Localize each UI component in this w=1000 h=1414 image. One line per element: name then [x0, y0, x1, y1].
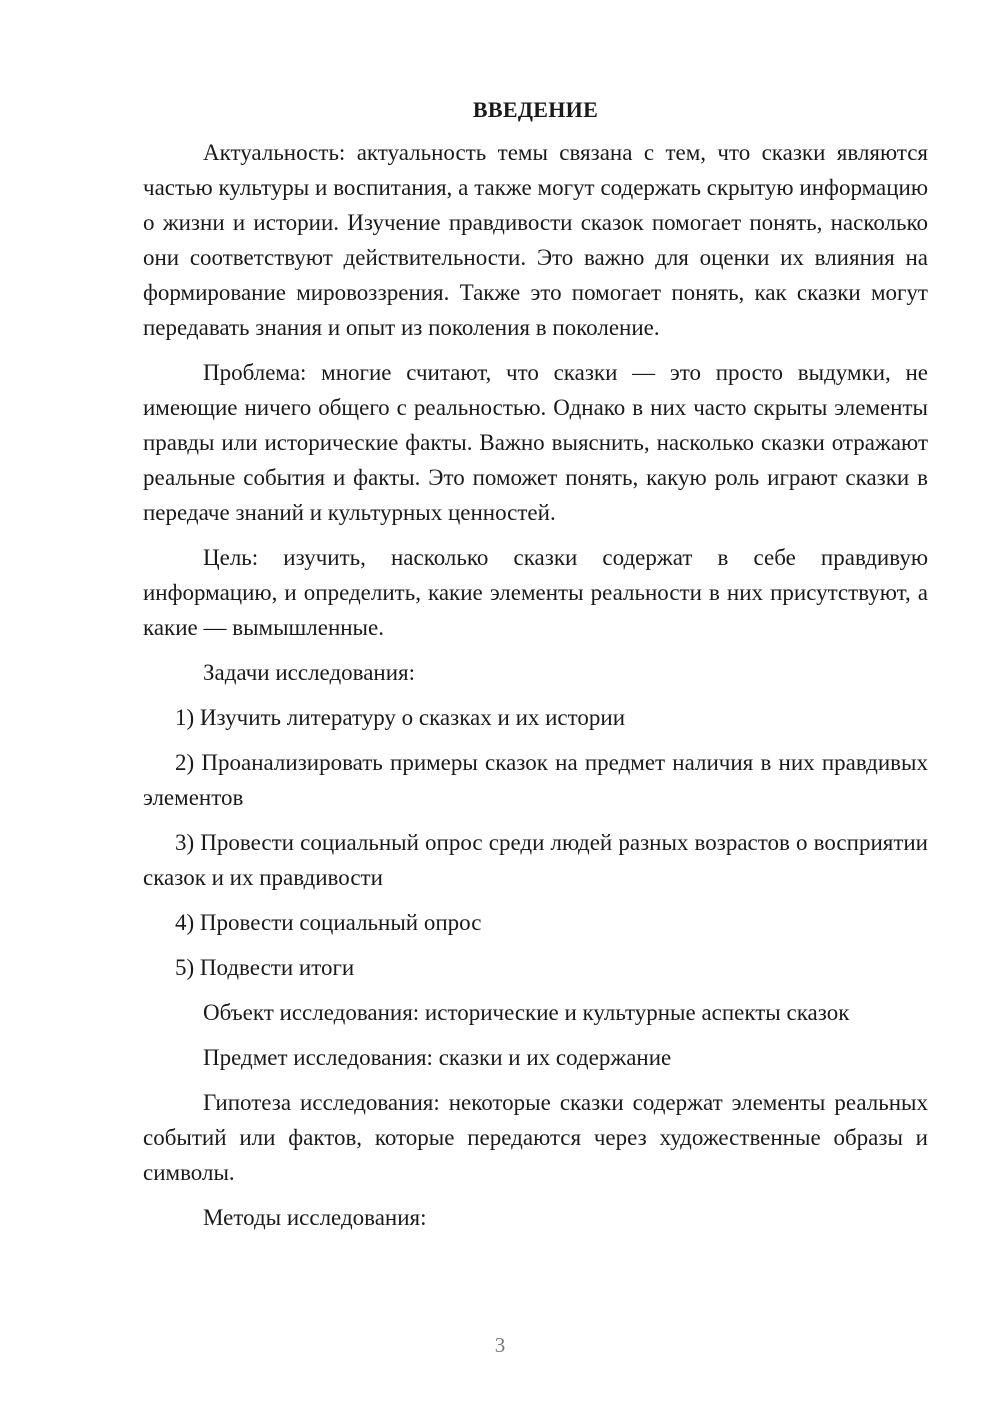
- goal-paragraph: Цель: изучить, насколько сказки содержат в себе правдивую информацию, и определить, какие элементы реальности в них присутствуют, а какие — вымышленные.: [143, 545, 928, 640]
- section-title: ВВЕДЕНИЕ: [472, 97, 599, 122]
- research-hypothesis: Гипотеза исследования: некоторые сказки содержат элементы реальных событий или фактов, которые передаются через художественные образы и символы.: [143, 1090, 928, 1185]
- task-item-1: 1) Изучить литературу о сказках и их истории: [175, 705, 626, 730]
- task-item-5: 5) Подвести итоги: [175, 955, 355, 980]
- tasks-heading: Задачи исследования:: [203, 660, 416, 685]
- task-item-3: 3) Провести социальный опрос среди людей разных возрастов о восприятии сказок и их правдивости: [143, 830, 928, 890]
- relevance-paragraph: Актуальность: актуальность темы связана с тем, что сказки являются частью культуры и воспитания, а также могут содержать скрытую информацию о жизни и истории. Изучение правдивости сказок помогает понять, насколько они соответствуют действительности. Это важно для оценки их влияния на формирование мировоззрения. Также это помогает понять, как сказки могут передавать знания и опыт из поколения в поколение.: [143, 140, 928, 340]
- methods-heading: Методы исследования:: [203, 1205, 427, 1230]
- problem-paragraph: Проблема: многие считают, что сказки — это просто выдумки, не имеющие ничего общего с реальностью. Однако в них часто скрыты элементы правды или исторические факты. Важно выяснить, насколько сказки отражают реальные события и факты. Это поможет понять, какую роль играют сказки в передаче знаний и культурных ценностей.: [143, 360, 928, 525]
- task-item-4: 4) Провести социальный опрос: [175, 910, 482, 935]
- research-object: Объект исследования: исторические и культурные аспекты сказок: [203, 1000, 850, 1025]
- page-number: 3: [494, 1333, 506, 1357]
- research-subject: Предмет исследования: сказки и их содержание: [203, 1045, 672, 1070]
- page-content: [143, 95, 928, 1235]
- task-item-2: 2) Проанализировать примеры сказок на предмет наличия в них правдивых элементов: [143, 750, 928, 810]
